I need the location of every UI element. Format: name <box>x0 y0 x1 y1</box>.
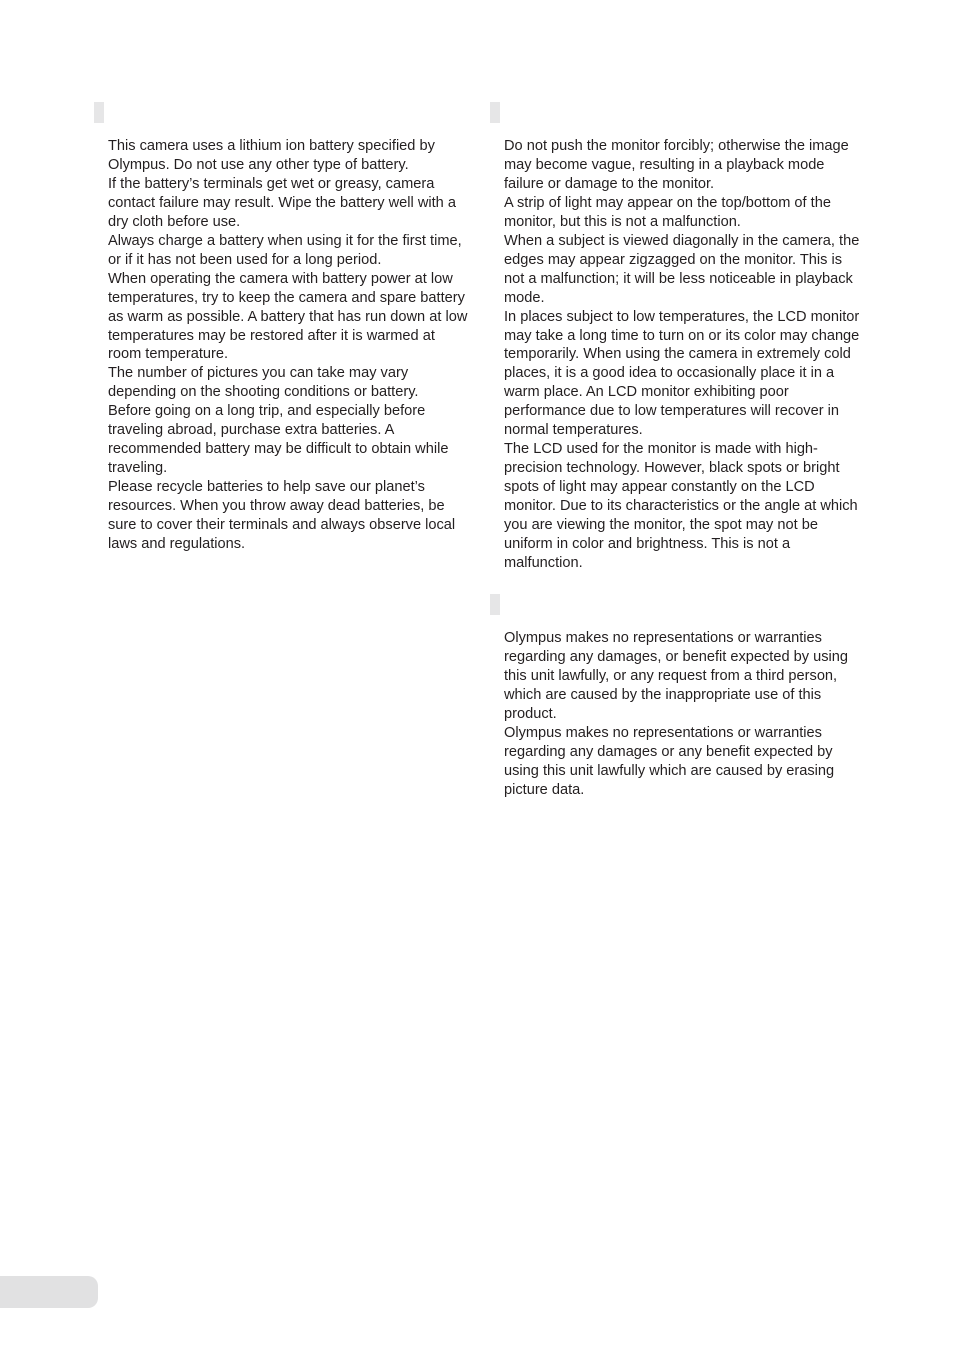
monitor-paragraph: In places subject to low temperatures, the LCD monitor may take a long time to turn on or its color may change temporarily. When using the camera in extremely cold places, it is a good idea to occasionally place it in a warm place. An LCD monitor exhibiting poor performance due to low temperatures will recover in normal temperatures. <box>504 308 860 439</box>
battery-paragraph: If the battery’s terminals get wet or greasy, camera contact failure may result. Wipe the battery well with a dry cloth before use. <box>108 175 456 230</box>
battery-paragraph: Always charge a battery when using it for the first time, or if it has not been used for a long period. <box>108 232 462 268</box>
monitor-paragraph: The LCD used for the monitor is made with high-precision technology. However, black spots or bright spots of light may appear constantly on the LCD monitor. Due to its characteristics or the angle at which you are viewing the monitor, the spot may not be uniform in color and brightness. This is not a malfunction. <box>504 441 858 571</box>
monitor-section-header <box>490 102 866 124</box>
battery-paragraph: The number of pictures you can take may vary depending on the shooting conditions or battery. <box>108 365 419 401</box>
left-column <box>94 102 472 554</box>
legal-paragraph: Olympus makes no representations or warranties regarding any damages or any benefit expected by using this unit lawfully which are caused by erasing picture data. <box>504 724 835 798</box>
monitor-paragraph: A strip of light may appear on the top/bottom of the monitor, but this is not a malfunction. <box>504 194 831 230</box>
battery-section-header <box>94 102 472 124</box>
battery-paragraph: This camera uses a lithium ion battery specified by Olympus. Do not use any other type of battery. <box>108 138 435 173</box>
legal-section-header <box>490 594 866 616</box>
legal-paragraph: Olympus makes no representations or warranties regarding any damages, or benefit expected by using this unit lawfully, or any request from a third person, which are caused by the inappropriate use of this product. <box>504 629 848 722</box>
monitor-section-body <box>490 137 866 573</box>
battery-paragraph: When operating the camera with battery power at low temperatures, try to keep the camera and spare battery as warm as possible. A battery that has run down at low temperatures may be restored after it is warmed at room temperature. <box>108 270 468 363</box>
battery-paragraph: Please recycle batteries to help save our planet’s resources. When you throw away dead batteries, be sure to cover their terminals and always observe local laws and regulations. <box>108 479 456 553</box>
battery-paragraph: Before going on a long trip, and especially before traveling abroad, purchase extra batteries. A recommended battery may be difficult to obtain while traveling. <box>108 403 449 477</box>
monitor-paragraph: Do not push the monitor forcibly; otherwise the image may become vague, resulting in a playback mode failure or damage to the monitor. <box>504 138 849 192</box>
section-marker <box>490 594 500 615</box>
right-column <box>490 102 866 800</box>
battery-section-body <box>94 137 472 554</box>
legal-section-body <box>490 629 866 800</box>
section-marker <box>94 102 104 123</box>
monitor-paragraph: When a subject is viewed diagonally in the camera, the edges may appear zigzagged on the monitor. This is not a malfunction; it will be less noticeable in playback mode. <box>504 232 860 306</box>
section-spacer <box>490 573 866 594</box>
section-marker <box>490 102 500 123</box>
page-number-tab <box>0 1276 98 1308</box>
